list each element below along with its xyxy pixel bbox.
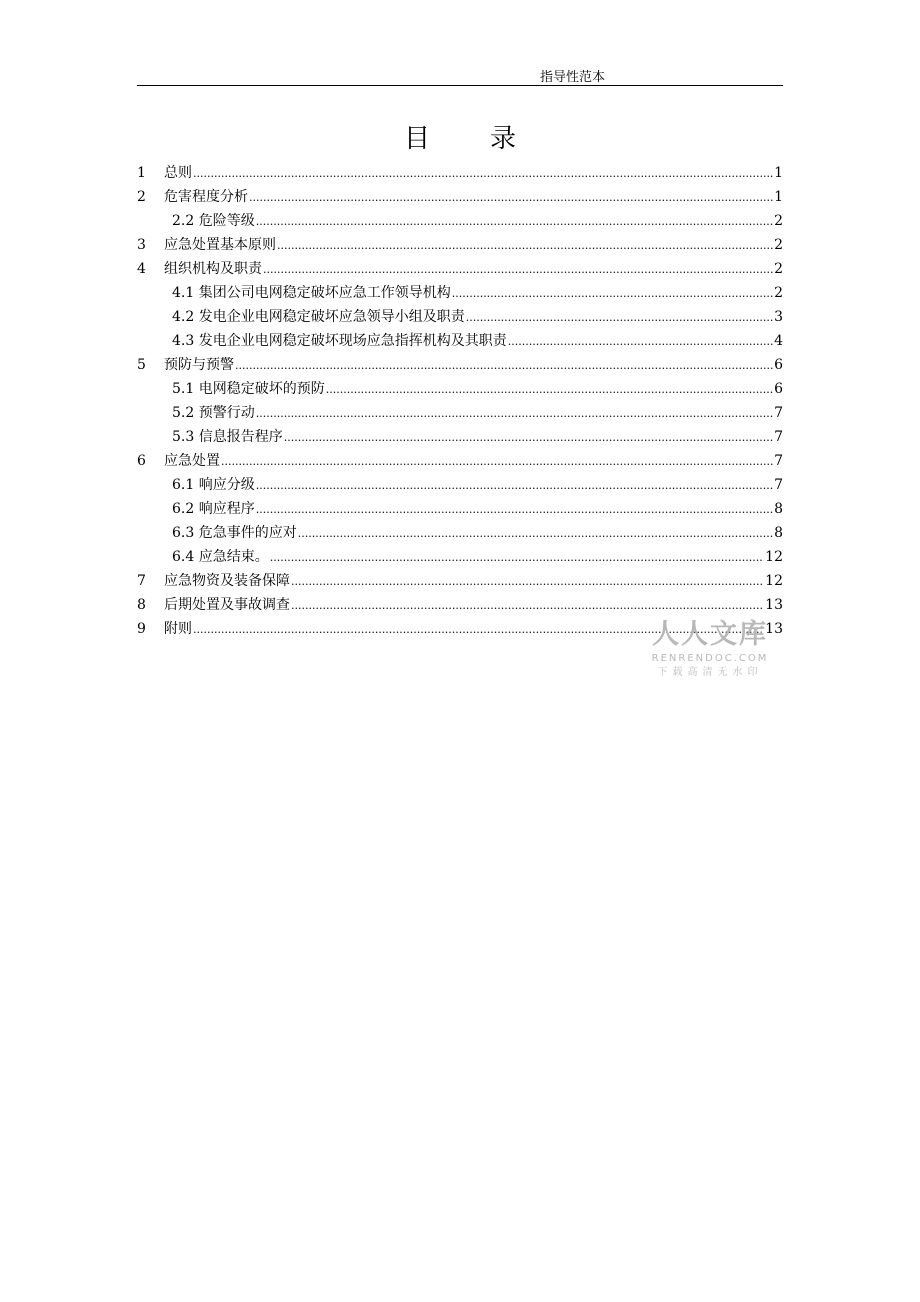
toc-entry[interactable] (137, 233, 783, 257)
toc-entry[interactable] (137, 353, 783, 377)
toc-entry-page: 2 (774, 261, 783, 277)
dot-leader (256, 474, 773, 498)
toc-entry-number: 4 (137, 261, 146, 277)
toc-entry[interactable] (137, 185, 783, 209)
toc-entry[interactable] (137, 593, 783, 617)
dot-leader (193, 162, 773, 186)
toc-entry-label: 5.1 电网稳定破坏的预防 (172, 381, 325, 397)
toc-entry-page: 3 (774, 309, 783, 325)
watermark-logo (646, 618, 774, 680)
toc-entry-number: 7 (137, 573, 146, 589)
toc-entry-label: 6.2 响应程序 (172, 501, 255, 517)
toc-entry-page: 12 (765, 573, 783, 589)
toc-entry-label: 4.2 发电企业电网稳定破坏应急领导小组及职责 (172, 309, 465, 325)
toc-entry-page: 7 (774, 429, 783, 445)
toc-entry-number: 5 (137, 357, 146, 373)
toc-entry-label: 预防与预警 (164, 357, 234, 373)
dot-leader (221, 450, 773, 474)
toc-entry-page: 6 (774, 357, 783, 373)
toc-entry-label: 6.3 危急事件的应对 (172, 525, 297, 541)
toc-entry-page: 7 (774, 453, 783, 469)
dot-leader (256, 210, 773, 234)
toc-entry-label: 应急处置基本原则 (164, 237, 276, 253)
toc-entry-label: 后期处置及事故调查 (164, 597, 290, 613)
watermark-brand: 人人文库 (652, 619, 768, 650)
toc-entry-number: 8 (137, 597, 146, 613)
toc-entry-number: 9 (137, 621, 146, 637)
toc-entry[interactable] (137, 545, 783, 569)
dot-leader (284, 426, 773, 450)
dot-leader (508, 330, 773, 354)
dot-leader (298, 522, 773, 546)
toc-entry-label: 6.4 应急结束。 (172, 549, 269, 565)
dot-leader (235, 354, 773, 378)
dot-leader (249, 186, 773, 210)
toc-entry[interactable] (137, 425, 783, 449)
toc-entry-label: 4.1 集团公司电网稳定破坏应急工作领导机构 (172, 285, 451, 301)
toc-entry[interactable] (137, 401, 783, 425)
dot-leader (256, 402, 773, 426)
toc-entry[interactable] (137, 521, 783, 545)
dot-leader (270, 546, 764, 570)
toc-entry[interactable] (137, 569, 783, 593)
toc-entry[interactable] (137, 473, 783, 497)
toc-entry-label: 应急处置 (164, 453, 220, 469)
toc-entry-page: 6 (774, 381, 783, 397)
toc-entry[interactable] (137, 497, 783, 521)
toc-entry-page: 8 (774, 525, 783, 541)
toc-entry-label: 4.3 发电企业电网稳定破坏现场应急指挥机构及其职责 (172, 333, 507, 349)
dot-leader (452, 282, 773, 306)
dot-leader (326, 378, 773, 402)
toc-entry[interactable] (137, 449, 783, 473)
toc-entry-label: 总则 (164, 165, 192, 181)
toc-entry[interactable] (137, 305, 783, 329)
toc-entry-label: 5.2 预警行动 (172, 405, 255, 421)
table-of-contents (137, 161, 783, 641)
toc-entry[interactable] (137, 281, 783, 305)
running-header: 指导性范本 (540, 70, 606, 85)
toc-entry-page: 8 (774, 501, 783, 517)
watermark-tagline: 下载高清无水印 (657, 667, 763, 678)
dot-leader (466, 306, 773, 330)
toc-entry-number: 2 (137, 189, 146, 205)
toc-entry[interactable] (137, 161, 783, 185)
watermark-domain: RENRENDOC.COM (651, 653, 769, 664)
dot-leader (291, 594, 764, 618)
toc-entry-label: 危害程度分析 (164, 189, 248, 205)
dot-leader (291, 570, 764, 594)
header-divider (137, 85, 783, 86)
toc-entry[interactable] (137, 377, 783, 401)
toc-entry-number: 3 (137, 237, 146, 253)
toc-entry-label: 组织机构及职责 (164, 261, 262, 277)
toc-entry-page: 1 (774, 189, 783, 205)
toc-entry-page: 7 (774, 477, 783, 493)
toc-entry-page: 13 (765, 597, 783, 613)
toc-entry-label: 附则 (164, 621, 192, 637)
page-title: 目录 (403, 124, 576, 154)
dot-leader (263, 258, 773, 282)
toc-entry-page: 2 (774, 213, 783, 229)
dot-leader (277, 234, 773, 258)
toc-entry-page: 4 (774, 333, 783, 349)
toc-entry-page: 13 (765, 621, 783, 637)
toc-entry-number: 6 (137, 453, 146, 469)
toc-entry-page: 2 (774, 237, 783, 253)
toc-entry-page: 7 (774, 405, 783, 421)
toc-entry[interactable] (137, 329, 783, 353)
toc-entry-page: 1 (774, 165, 783, 181)
toc-entry-page: 2 (774, 285, 783, 301)
toc-entry-label: 5.3 信息报告程序 (172, 429, 283, 445)
toc-entry-label: 2.2 危险等级 (172, 213, 255, 229)
toc-entry-label: 应急物资及装备保障 (164, 573, 290, 589)
toc-entry-number: 1 (137, 165, 146, 181)
toc-entry[interactable] (137, 209, 783, 233)
toc-entry[interactable] (137, 257, 783, 281)
dot-leader (256, 498, 773, 522)
toc-entry-page: 12 (765, 549, 783, 565)
toc-entry-label: 6.1 响应分级 (172, 477, 255, 493)
